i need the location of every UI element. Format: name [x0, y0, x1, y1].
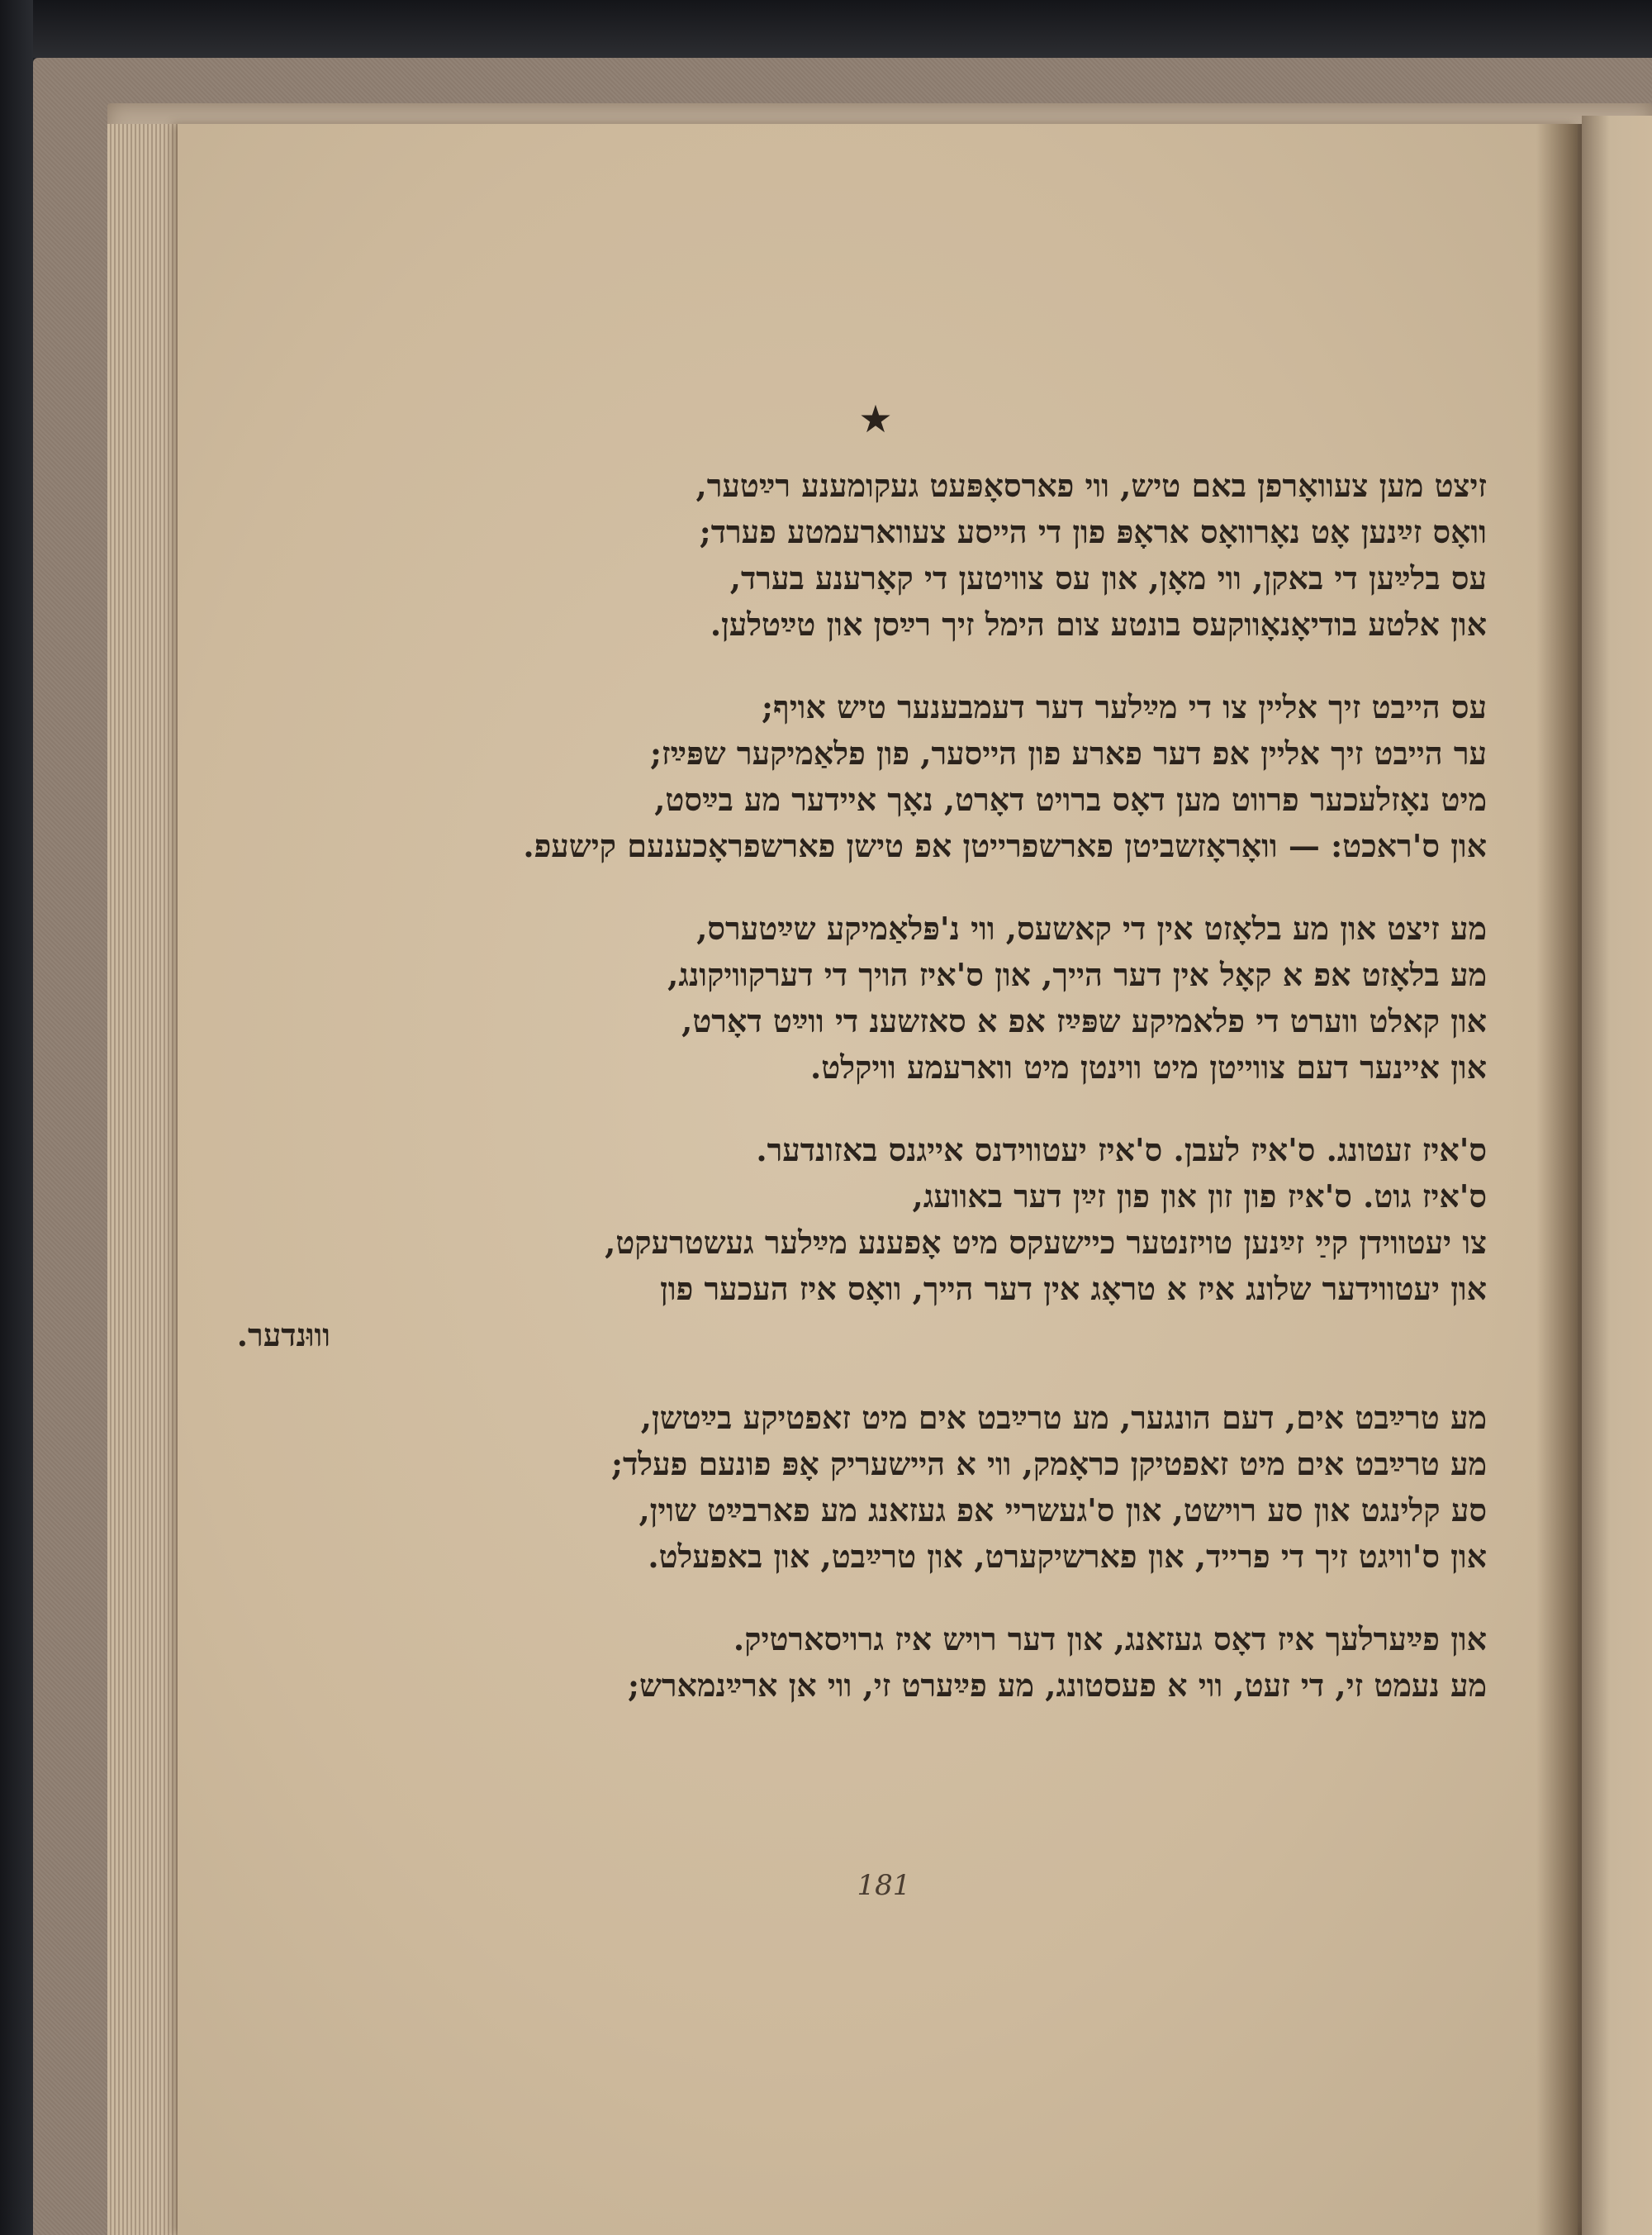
stanza: [248, 1616, 1487, 1709]
poem-line: מע טרײַבט אים, דעם הונגער, מע טרײַבט אים מיט זאפטיקע בײַטשן,: [640, 1399, 1487, 1436]
background-left-edge: [0, 0, 33, 2235]
stanza: [248, 906, 1487, 1091]
poem-line: וואָס זײַנען אָט נאָרוואָס אראָפּ פון די הייסע צעווארעמטע פערד;: [699, 513, 1487, 550]
page-edges: [107, 124, 182, 2235]
poem-line: און יעטווידער שלונג איז א טראָג אין דער הייך, וואָס איז העכער פון: [660, 1270, 1487, 1307]
stanza: [236, 1127, 1487, 1358]
poem-line: עס בלײַען די באקן, ווי מאָן, און עס צוויטען די קאָרענע בערד,: [729, 559, 1487, 597]
background-top-edge: [0, 0, 1652, 58]
poem-line: מע נעמט זי, די זעט, ווי א פעסטונג, מע פײַערט זי, ווי אן ארײַנמארש;: [627, 1667, 1487, 1704]
poem-line: סע קלינגט און סע רוישט, און ס'געשריי אפ געזאנג מע פארבײַט שוין,: [638, 1491, 1487, 1529]
poem-line: און פײַערלעך איז דאָס געזאנג, און דער רויש איז גרויסארטיק.: [733, 1620, 1487, 1657]
poem-line: צו יעטווידן קײַ זײַנען טויזנטער כיישעקס מיט אָפענע מײַלער געשטרעקט,: [605, 1224, 1487, 1261]
poem-line: און אלטע בודיאָנאָווקעס בונטע צום הימל זיך רײַסן און טײַטלען.: [710, 606, 1487, 643]
poem-text: [236, 463, 1487, 1745]
poem-line: און ס'ראכט: — וואָראָזשביטן פארשפרייטן אפ טישן פארשפראָכענעם קישעפ.: [523, 827, 1487, 864]
poem-line: ס'איז גוט. ס'איז פון זון און פון זײַן דער באוועג,: [912, 1177, 1487, 1215]
stanza: [248, 684, 1487, 869]
stanza: [248, 463, 1487, 648]
star-ornament: ★: [858, 397, 893, 441]
poem-line: און קאלט ווערט די פלאמיקע שפּײַז אפ א סאזשענ די ווײַט דאָרט,: [681, 1002, 1487, 1039]
poem-line: זיצט מען צעוואָרפן באם טיש, ווי פארסאָפּעט געקומענע רײַטער,: [695, 467, 1487, 504]
poem-line: מיט נאָזלעכער פרווט מען דאָס ברויט דאָרט, נאָך איידער מע בײַסט,: [654, 781, 1487, 818]
page-number: 181: [857, 1869, 911, 1902]
poem-line: ער הייבט זיך אליין אפ דער פארע פון הייסער, פון פלאַמיקער שפּײַז;: [650, 735, 1487, 772]
facing-page-edge: [1582, 116, 1652, 2235]
book-gutter: [1536, 124, 1586, 2235]
poem-line: מע זיצט און מע בלאָזט אין די קאשעס, ווי נ'פּלאַמיקע שײַטערס,: [696, 910, 1487, 947]
poem-line: וווּנדער.: [236, 1316, 330, 1353]
poem-line: און איינער דעם צווייטן מיט ווינטן מיט ווארעמע וויקלט.: [810, 1049, 1487, 1086]
poem-line: ס'איז זעטונג. ס'איז לעבן. ס'איז יעטווידנס אייגנס באזונדער.: [756, 1131, 1487, 1168]
poem-line: און ס'וויגט זיך די פרייד, און פארשיקערט, און טרײַבט, און באפעלט.: [648, 1538, 1487, 1575]
poem-line: מע בלאָזט אפ א קאָל אין דער הייך, און ס'איז הויך די דערקוויקונג,: [667, 956, 1487, 993]
poem-line: מע טרײַבט אים מיט זאפטיקן כראָמק, ווי א היישעריק אָפּ פונעם פעלד;: [610, 1445, 1487, 1482]
poem-line: עס הייבט זיך אליין צו די מײַלער דער דעמבענער טיש אויף;: [761, 688, 1487, 725]
stanza: [248, 1395, 1487, 1580]
